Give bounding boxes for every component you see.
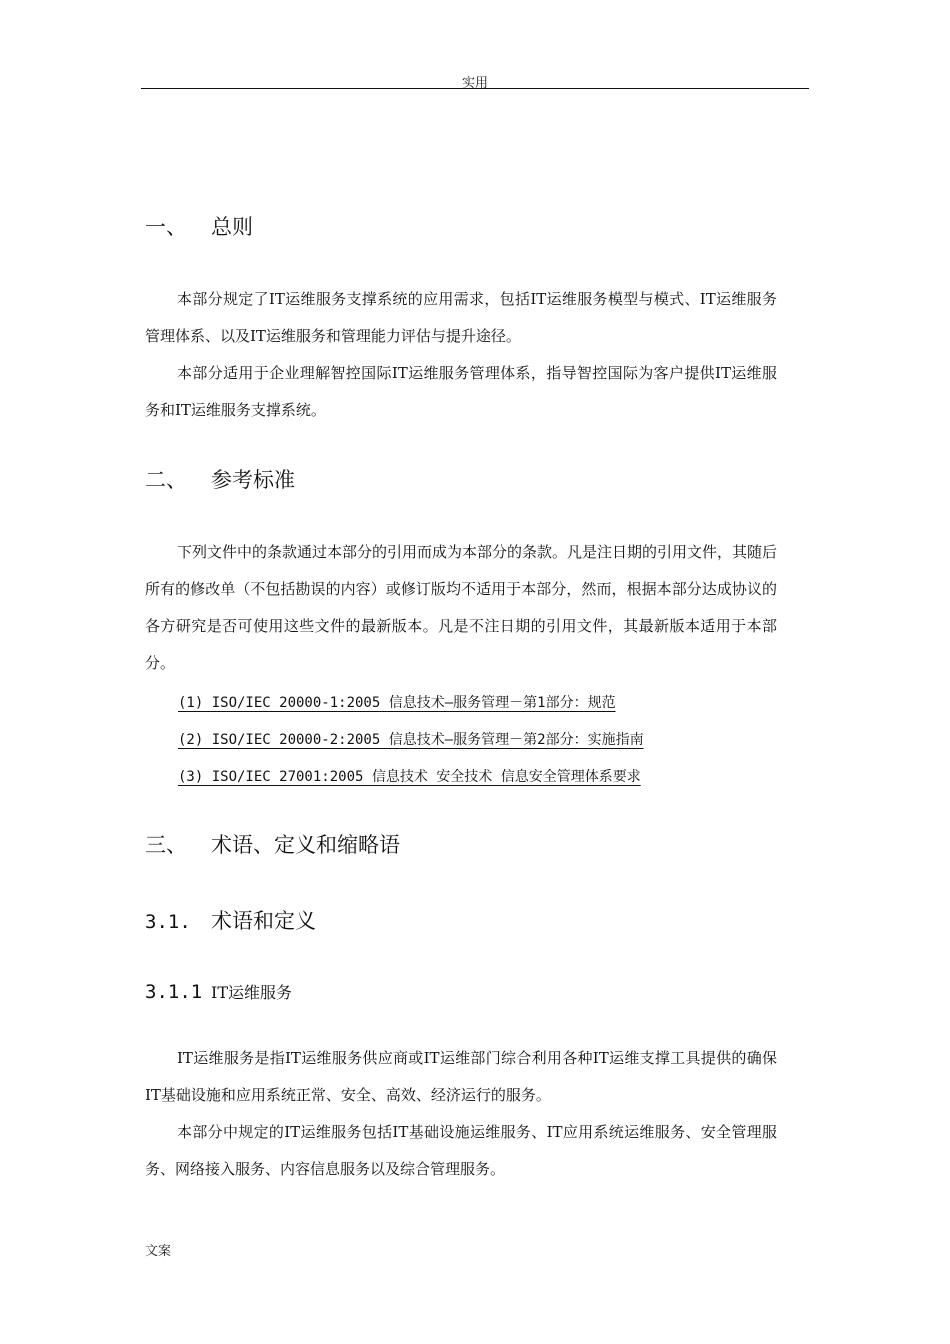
section-number: 二、: [145, 468, 187, 492]
page-footer: 文案: [145, 1244, 172, 1259]
reference-link-3[interactable]: (3) ISO/IEC 27001:2005 信息技术 安全技术 信息安全管理体系要求: [178, 769, 641, 785]
paragraph-applicability: 本部分适用于企业理解智控国际IT运维服务管理体系，指导智控国际为客户提供IT运维服务和IT运维服务支撑系统。: [145, 364, 777, 419]
subsection-title: 术语和定义: [211, 909, 316, 933]
paragraph-it-ops-scope: 本部分中规定的IT运维服务包括IT基础设施运维服务、IT应用系统运维服务、安全管理服务、网络接入服务、内容信息服务以及综合管理服务。: [145, 1123, 777, 1178]
section-title: 总则: [211, 215, 253, 239]
subsection-heading-terms-definitions: [145, 905, 316, 935]
section-title: 参考标准: [211, 468, 295, 492]
section-number: 一、: [145, 215, 187, 239]
section-title: 术语、定义和缩略语: [211, 833, 400, 857]
subsubsection-heading-it-ops-service: [145, 980, 292, 1003]
paragraph-normative-references: 下列文件中的条款通过本部分的引用而成为本部分的条款。凡是注日期的引用文件，其随后所有的修改单（不包括勘误的内容）或修订版均不适用于本部分，然而，根据本部分达成协议的各方研究是否可使用这些文件的最新版本。凡是不注日期的引用文件，其最新版本适用于本部分。: [145, 543, 778, 672]
reference-link-2[interactable]: (2) ISO/IEC 20000-2:2005 信息技术—服务管理－第2部分：实施指南: [178, 732, 644, 748]
section-heading-references: [145, 464, 295, 494]
section-heading-terms: [145, 829, 400, 859]
section-heading-general: [145, 211, 253, 241]
paragraph-scope: 本部分规定了IT运维服务支撑系统的应用需求，包括IT运维服务模型与模式、IT运维服务管理体系、以及IT运维服务和管理能力评估与提升途径。: [145, 290, 777, 345]
paragraph-it-ops-definition: IT运维服务是指IT运维服务供应商或IT运维部门综合利用各种IT运维支撑工具提供的确保IT基础设施和应用系统正常、安全、高效、经济运行的服务。: [145, 1049, 777, 1104]
reference-link-1[interactable]: (1) ISO/IEC 20000-1:2005 信息技术—服务管理－第1部分：规范: [178, 695, 616, 711]
header-rule: [141, 88, 809, 89]
subsubsection-title: IT运维服务: [211, 983, 292, 1002]
subsection-number: 3.1.: [145, 911, 191, 933]
page-header: 实用: [461, 76, 488, 91]
subsubsection-number: 3.1.1: [145, 981, 203, 1003]
section-number: 三、: [145, 833, 187, 857]
